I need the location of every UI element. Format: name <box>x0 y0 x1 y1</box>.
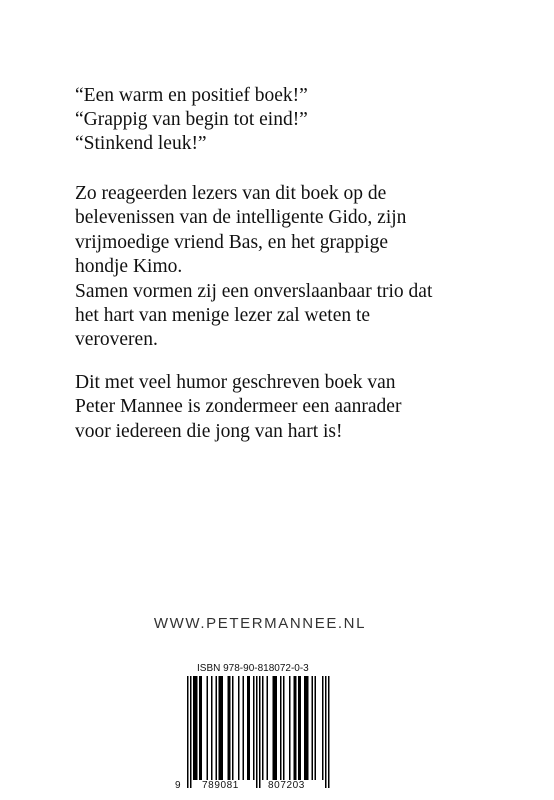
barcode-bar <box>267 676 269 780</box>
barcode-bar <box>232 676 234 780</box>
barcode-bar <box>195 676 197 780</box>
blurb-paragraph-1 <box>75 182 525 353</box>
barcode-bar <box>187 676 189 788</box>
text-line: Dit met veel humor geschreven boek van <box>75 372 396 393</box>
barcode-bar <box>219 676 221 780</box>
barcode-bar <box>190 676 192 788</box>
website-url: WWW.PETERMANNEE.NL <box>153 615 367 632</box>
barcode-icon <box>170 676 340 788</box>
barcode-bar <box>201 676 203 780</box>
barcode-bar <box>228 676 230 780</box>
barcode-bar <box>315 676 317 780</box>
quote-line: “Een warm en positief boek!” <box>75 85 308 106</box>
barcode-bar <box>312 676 314 780</box>
text-line: voor iedereen die jong van hart is! <box>75 420 343 442</box>
barcode-bar <box>298 676 300 780</box>
barcode-bar <box>276 676 278 780</box>
text-line: veroveren. <box>75 329 158 351</box>
barcode-bar <box>274 676 276 780</box>
quote-line: “Stinkend leuk!” <box>75 133 207 154</box>
barcode-bar <box>283 676 285 780</box>
barcode-bar <box>220 676 222 780</box>
review-quotes <box>75 84 515 156</box>
blurb-paragraph-2 <box>75 371 525 444</box>
barcode-bar <box>196 676 198 780</box>
text-line: Zo reageerden lezers van dit boek op de <box>75 183 387 204</box>
barcode-bar <box>216 676 218 780</box>
text-line: belevenissen van de intelligente Gido, zijn <box>75 207 407 229</box>
barcode-bar <box>207 676 209 780</box>
barcode-bar <box>294 676 296 780</box>
text-line: hondje Kimo. <box>75 256 183 278</box>
barcode-bar <box>249 676 251 780</box>
barcode-bar <box>280 676 282 780</box>
barcode-bar <box>322 676 324 780</box>
barcode-bar <box>307 676 309 780</box>
barcode-bar <box>262 676 264 780</box>
barcode-bar <box>259 676 261 788</box>
text-line: Samen vormen zij een onverslaanbaar trio dat <box>75 280 433 302</box>
barcode-bar <box>289 676 291 780</box>
barcode-bar <box>325 676 327 788</box>
barcode-digits-right: 807203 <box>268 780 305 791</box>
text-line: Peter Mannee is zondermeer een aanrader <box>75 396 402 418</box>
barcode-bar <box>328 676 330 788</box>
barcode-bar <box>295 676 297 780</box>
isbn-label: ISBN 978-90-818072-0-3 <box>197 663 309 674</box>
barcode-bar <box>199 676 201 780</box>
barcode-bar <box>273 676 275 780</box>
barcode-bar <box>193 676 195 780</box>
barcode-bar <box>211 676 213 780</box>
barcode-bar <box>253 676 255 780</box>
barcode-digits-left: 789081 <box>202 780 239 791</box>
barcode-bar <box>256 676 258 788</box>
barcode-bar <box>304 676 306 780</box>
barcode-bar <box>243 676 245 780</box>
text-line: het hart van menige lezer zal weten te <box>75 305 371 327</box>
barcode-bar <box>222 676 224 780</box>
barcode-bar <box>229 676 231 780</box>
barcode-bar <box>247 676 249 780</box>
quote-line: “Grappig van begin tot eind!” <box>75 109 308 130</box>
barcode-bar <box>300 676 302 780</box>
barcode-digit-first: 9 <box>175 780 182 791</box>
barcode-bar <box>306 676 308 780</box>
text-line: vrijmoedige vriend Bas, en het grappige <box>75 231 388 253</box>
barcode-bar <box>238 676 240 780</box>
